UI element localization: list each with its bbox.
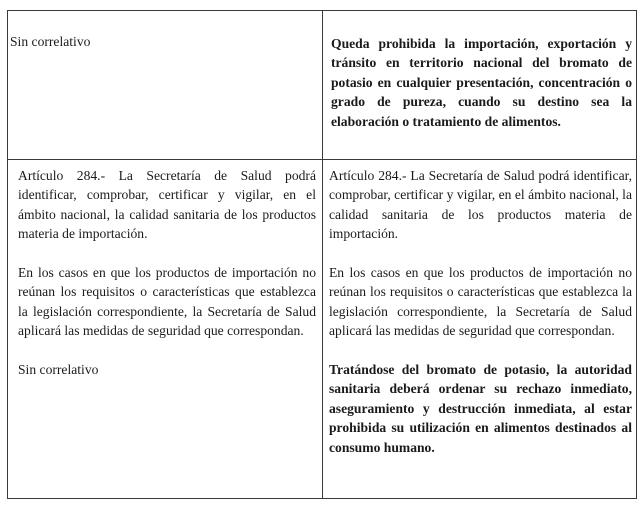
import-requirements-paragraph: En los casos en que los productos de importación no reúnan los requisitos o características que establezca la legislación correspondiente, la Secretaría de Salud aplicará las medidas de seguridad que correspondan. [329,265,632,339]
article-284-paragraph: Artículo 284.- La Secretaría de Salud podrá identificar, comprobar, certificar y vigilar, en el ámbito nacional, la calidad sanitaria de los productos materia de importación. [329,168,632,242]
cell-current-text [8,11,323,160]
comparison-table [7,10,637,499]
no-correlative-note: Sin correlativo [10,34,91,49]
table-row [8,160,637,499]
article-284-paragraph: Artículo 284.- La Secretaría de Salud podrá identificar, comprobar, certificar y vigilar, en el ámbito nacional, la calidad sanitaria de los productos materia de importación. [18,168,316,242]
no-correlative-note: Sin correlativo [18,362,99,378]
cell-proposed-text [323,11,637,160]
cell-proposed-text [323,160,637,499]
cell-current-text [8,160,323,499]
proposed-prohibition-paragraph: Queda prohibida la importación, exportación y tránsito en territorio nacional del bromato de potasio en cualquier presentación, concentración o grado de pureza, cuando su destino sea la elaboración o tratamiento de alimentos. [331,36,632,129]
bromate-rejection-paragraph: Tratándose del bromato de potasio, la autoridad sanitaria deberá ordenar su rechazo inmediato, aseguramiento y destrucción inmediata, al estar prohibida su utilización en alimentos destinados al consumo humano. [329,362,632,455]
import-requirements-paragraph: En los casos en que los productos de importación no reúnan los requisitos o características que establezca la legislación correspondiente, la Secretaría de Salud aplicará las medidas de seguridad que correspondan. [18,265,316,339]
comparison-document [7,10,634,498]
table-row [8,11,637,160]
